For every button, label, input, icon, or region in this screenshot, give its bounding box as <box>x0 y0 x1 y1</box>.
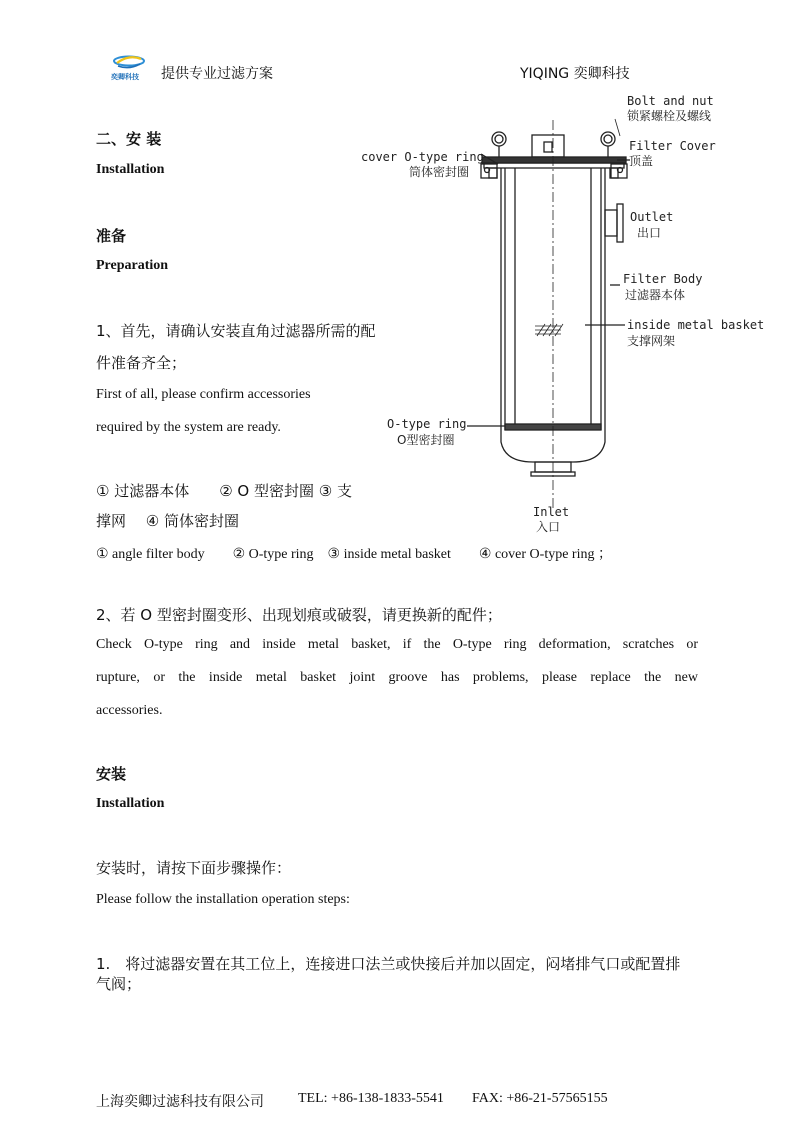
company-logo <box>108 50 150 82</box>
prep-item1-en-line2: required by the system are ready. <box>96 420 281 435</box>
installation-intro-cn: 安装时，请按下面步骤操作： <box>96 859 292 877</box>
header-slogan: 提供专业过滤方案 <box>161 66 273 82</box>
label-bolt-cn: 锁紧螺栓及螺线 <box>627 109 712 123</box>
parts-list-cn-line1: ① 过滤器本体 ② O 型密封圈 ③ 支 <box>96 482 352 500</box>
header-company: YIQING 奕卿科技 <box>520 66 630 82</box>
label-oring-cn: O型密封圈 <box>397 433 455 447</box>
label-body-en: Filter Body <box>623 272 703 286</box>
installation-step1-line2: 气阀； <box>96 975 142 993</box>
label-cover-en: Filter Cover <box>629 139 716 153</box>
label-bolt-en: Bolt and nut <box>627 94 714 108</box>
prep-item2-en-line3: accessories. <box>96 703 163 718</box>
label-outlet-cn: 出口 <box>637 226 662 240</box>
parts-list-en: ① angle filter body ② O-type ring ③ inside metal basket ④ cover O-type ring ； <box>96 547 612 562</box>
parts-list-cn-line2: 撑网 ④ 筒体密封圈 <box>96 512 239 530</box>
section-title-cn: 二、安 装 <box>96 130 162 148</box>
label-cover-ring-en: cover O-type ring <box>361 150 484 164</box>
preparation-heading-cn: 准备 <box>96 227 127 245</box>
filter-diagram <box>355 90 765 540</box>
section-title-en: Installation <box>96 162 165 177</box>
footer-tel: TEL: +86-138-1833-5541 <box>298 1091 444 1106</box>
footer-company: 上海奕卿过滤科技有限公司 <box>96 1094 264 1110</box>
installation-intro-en: Please follow the installation operation steps: <box>96 892 350 907</box>
label-oring-en: O-type ring <box>387 417 467 431</box>
prep-item2-en-line1: Check O-type ring and inside metal basket, if the O-type ring deformation, scratches or <box>96 637 698 652</box>
label-cover-cn: 顶盖 <box>629 154 654 168</box>
prep-item1-cn-line1: 1、首先，请确认安装直角过滤器所需的配 <box>96 322 376 340</box>
installation-step1-line1: 1. 将过滤器安置在其工位上，连接进口法兰或快接后并加以固定，闷堵排气口或配置排 <box>96 955 681 973</box>
label-cover-ring-cn: 筒体密封圈 <box>409 165 470 179</box>
prep-item2-en-line2: rupture, or the inside metal basket joint groove has problems, please replace the new <box>96 670 698 685</box>
label-inlet-cn: 入口 <box>536 520 561 534</box>
prep-item1-en-line1: First of all, please confirm accessories <box>96 387 311 402</box>
preparation-heading-en: Preparation <box>96 258 169 273</box>
installation-heading-cn: 安装 <box>96 765 127 783</box>
prep-item1-cn-line2: 件准备齐全； <box>96 354 187 372</box>
label-basket-en: inside metal basket <box>627 318 765 332</box>
installation-heading-en: Installation <box>96 796 165 811</box>
label-basket-cn: 支撑网架 <box>627 334 676 348</box>
label-body-cn: 过滤器本体 <box>625 288 686 302</box>
label-outlet-en: Outlet <box>630 210 674 224</box>
prep-item2-cn: 2、若 O 型密封圈变形、出现划痕或破裂，请更换新的配件； <box>96 606 502 624</box>
logo-text: 奕卿科技 <box>111 73 139 81</box>
label-inlet-en: Inlet <box>533 505 570 519</box>
footer-fax: FAX: +86-21-57565155 <box>472 1091 608 1106</box>
